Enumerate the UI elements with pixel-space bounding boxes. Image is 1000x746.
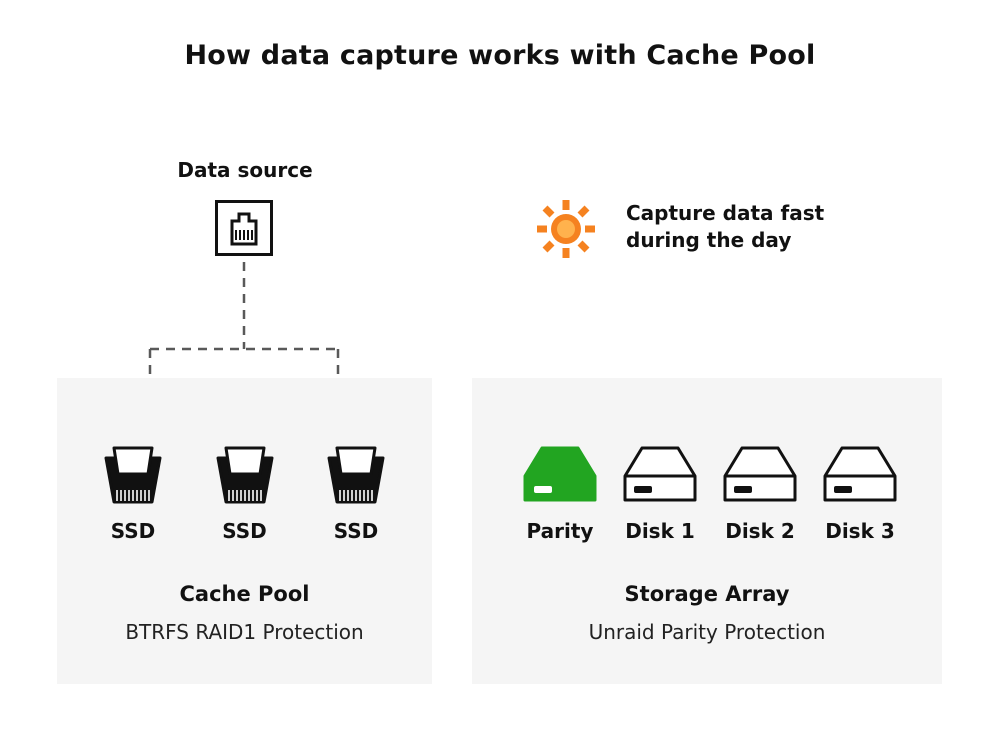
hard-drive-icon — [620, 432, 700, 504]
cache-device-2[interactable] — [316, 432, 396, 543]
cache-pool-title: Cache Pool — [179, 582, 310, 606]
storage-array-title: Storage Array — [624, 582, 790, 606]
sun-icon — [534, 197, 598, 261]
cache-device-0[interactable] — [93, 432, 173, 543]
storage-array-subtitle: Unraid Parity Protection — [588, 620, 826, 644]
array-device-label: Disk 2 — [725, 519, 795, 543]
cache-pool-device-row — [93, 432, 396, 543]
hard-drive-icon — [520, 432, 600, 504]
capture-note-line-1: Capture data fast — [626, 201, 825, 225]
array-device-label: Disk 1 — [625, 519, 695, 543]
capture-note — [626, 200, 926, 254]
array-device-label: Parity — [526, 519, 594, 543]
capture-note-line-2: during the day — [626, 228, 792, 252]
hard-drive-icon — [720, 432, 800, 504]
cache-pool-subtitle: BTRFS RAID1 Protection — [125, 620, 364, 644]
page-title: How data capture works with Cache Pool — [184, 40, 816, 71]
storage-array-device-row — [520, 432, 900, 543]
hard-drive-icon — [820, 432, 900, 504]
ssd-icon — [205, 432, 285, 504]
cache-device-label: SSD — [333, 519, 379, 543]
array-device-disk-3[interactable] — [820, 432, 900, 543]
cache-device-label: SSD — [222, 519, 267, 543]
ethernet-port-icon — [215, 200, 273, 256]
ssd-icon — [93, 432, 173, 504]
array-device-parity[interactable] — [520, 432, 600, 543]
cache-device-label: SSD — [110, 519, 156, 543]
array-device-disk-1[interactable] — [620, 432, 700, 543]
data-source-label: Data source — [177, 158, 313, 182]
ssd-icon — [316, 432, 396, 504]
array-device-label: Disk 3 — [825, 519, 895, 543]
cache-device-1[interactable] — [205, 432, 285, 543]
array-device-disk-2[interactable] — [720, 432, 800, 543]
